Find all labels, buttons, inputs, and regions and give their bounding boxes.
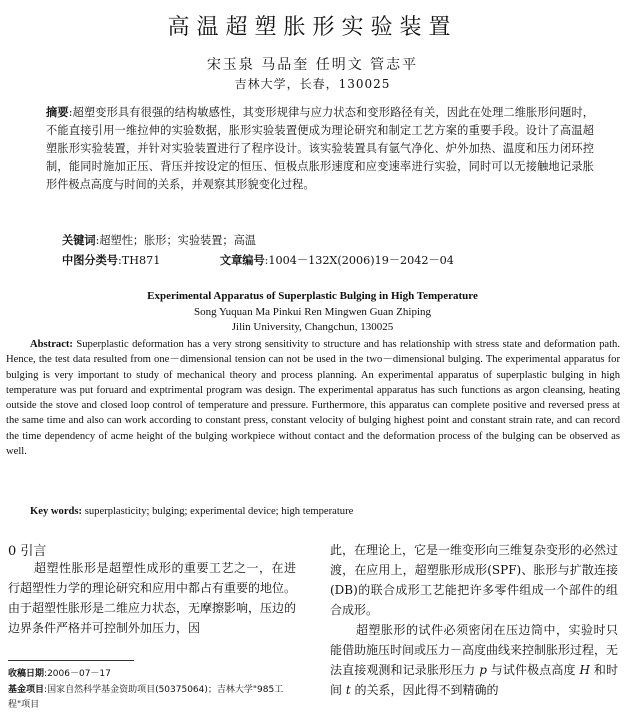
classification-line: 中图分类号:TH871 文章编号:1004－132X(2006)19－2042－04: [62, 254, 454, 267]
english-keywords: [30, 506, 353, 517]
english-affiliation: Jilin University, Changchun, 130025: [231, 321, 394, 333]
article-number-value: 1004－132X(2006)19－2042－04: [268, 254, 454, 267]
fund-project: 基金项目:国家自然科学基金资助项目(50375064)；吉林大学"985工程"项目: [8, 685, 284, 710]
keywords-text: 超塑性；胀形；实验装置；高温: [99, 234, 256, 247]
variable-p: p: [479, 663, 487, 677]
clc-value: TH871: [121, 254, 161, 267]
right-paragraph-2: 超塑胀形的试件必须密闭在压边筒中，实验时只能借助施压时间或压力－高度曲线来控制胀形过程，无法直接观测和记录胀形压力 p 与试件极点高度 H 和时间 t 的关系，因此得不到精确的: [330, 623, 619, 697]
chinese-keywords: 关键词:超塑性；胀形；实验装置；高温: [62, 234, 256, 247]
abstract-text: 超塑变形具有很强的结构敏感性，其变形规律与应力状态和变形路径有关，因此在处理二维胀形问题时，不能直接引用一维拉伸的实验数据，胀形实验装置便成为理论研究和制定工艺方案的重要手段。设计了高温超塑胀形实验装置，并针对实验装置进行了程序设计。该实验装置具有氩气净化、炉外加热、温度和压力闭环控制，能同时施加正压、背压并按设定的恒压、恒极点胀形速度和应变速率进行实验，同时可以无接触地记录胀形件极点高度与时间的关系，并观察其形貌变化过程。: [46, 106, 594, 191]
section-heading: 0 引言: [8, 544, 47, 559]
right-column: [330, 540, 618, 700]
right-paragraph-1: 此，在理论上，它是一维变形向三维复杂变形的必然过渡，在应用上，超塑胀形成形(SPF)、胀形与扩散连接(DB)的联合成形工艺能把许多零件组成一个部件的组合成形。: [330, 543, 619, 617]
english-abstract-text: Superplastic deformation has a very strong sensitivity to structure and has relationship with stress state and deformation path. Hence, the test data resulted from one－dimensional tension can not be used in the two－dimensional bulging. The experimental apparatus for bulging is very important to study of mechanical theory and process planning. An experimental apparatus of superplastic bulging in high temperature was put foruard and exptrimental program was design. The experimental apparatus has such functions as argon cleansing, heating outside the stove and closed loop control of temperature and pressure. Furthermore, this apparatus can complete positive and reversed press at the same time and also can work according to constant press, constant velocity of bulging highest point and constant strain rate, and can record the time dependency of acme height of the bulging workpiece without contact and the deformation process of the bulging can be observed as well.: [6, 339, 620, 458]
left-column-paragraph: 超塑性胀形是超塑性成形的重要工艺之一，在进行超塑性力学的理论研究和应用中都占有重要的地位。由于超塑性胀形是二维应力状态，无摩擦影响，压边的边界条件严格并可控制外加压力，因: [8, 561, 297, 635]
chinese-abstract: 摘要:超塑变形具有很强的结构敏感性，其变形规律与应力状态和变形路径有关，因此在处理二维胀形问题时，不能直接引用一维拉伸的实验数据，胀形实验装置便成为理论研究和制定工艺方案的重要手段。设计了高温超塑胀形实验装置，并针对实验装置进行了程序设计。该实验装置具有氩气净化、炉外加热、温度和压力闭环控制，能同时施加正压、背压并按设定的恒压、恒极点胀形速度和应变速率进行实验，同时可以无接触地记录胀形件极点高度与时间的关系，并观察其形貌变化过程。: [46, 106, 594, 191]
keywords-label: 关键词: [62, 234, 96, 247]
variable-t: t: [345, 683, 351, 697]
english-abstract-label: Abstract:: [30, 339, 73, 350]
english-authors: Song Yuquan Ma Pinkui Ren Mingwen Guan Zhiping: [194, 306, 431, 318]
clc-label: 中图分类号: [62, 254, 118, 267]
english-abstract: [6, 337, 620, 459]
english-keywords-label: Key words:: [30, 506, 83, 517]
article-number-label: 文章编号: [219, 254, 265, 267]
english-keywords-text: superplasticity; bulging; experimental device; high temperature: [84, 506, 354, 517]
received-date: 收稿日期:2006－07－17: [8, 669, 111, 679]
english-title: Experimental Apparatus of Superplastic Bulging in High Temperature: [147, 290, 478, 302]
abstract-label: 摘要: [46, 106, 69, 119]
author-list: 宋玉泉 马品奎 任明文 管志平: [206, 57, 419, 73]
variable-H: H: [579, 663, 590, 677]
affiliation: 吉林大学，长春，130025: [234, 77, 391, 91]
paper-title: 高温超塑胀形实验装置: [167, 15, 458, 40]
footnote-divider: [8, 660, 134, 661]
